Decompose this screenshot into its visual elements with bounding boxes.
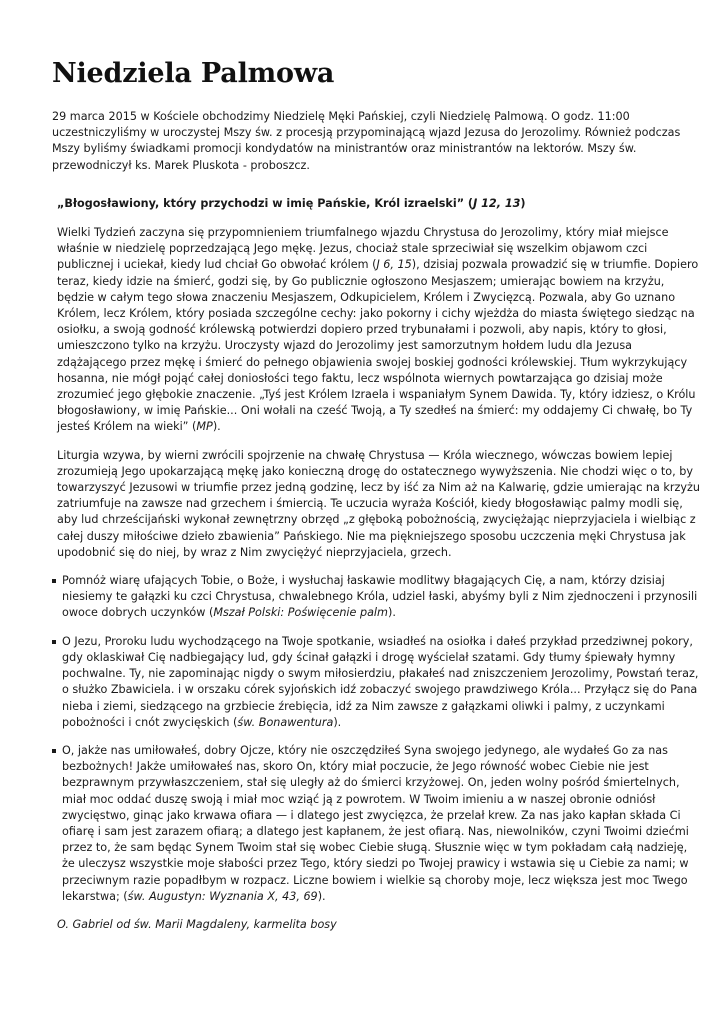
page-title: Niedziela Palmowa bbox=[52, 58, 335, 89]
list-item-text: O, jakże nas umiłowałeś, dobry Ojcze, który nie oszczędziłeś Syna swojego jedynego, ale wydałeś Go za nas bezbożnych! Jakże umiłowałeś nas, skoro On, który miał poczucie, że Jego równość wobec Ciebie nie jest bezprawnym przywłaszczeniem, stał się uległy aż do śmierci krzyżowej. On, jeden wolny pośród śmiertelnych, miał moc oddać duszę swoją i miał moc wziąć ją z powrotem. W Twoim imieniu a w naszej obronie odniósł zwycięstwo, ginąc jako krwawa ofiara — i dlatego jest zwycięzca, że przelał krew. Za nas jako kapłan składa Ci ofiarę i sam jest zarazem ofiarą; a dlatego jest kapłanem, że jest ofiarą. Nas, niewolników, czyni Twoimi dziećmi przez to, że sam będąc Synem Twoim stał się wobec Ciebie sługą. Słusznie więc w tym pokładam całą nadzieję, że uleczysz wszystkie moje słabości przez Tego, który siedzi po Twojej prawicy i wstawia się u Ciebie za nami; w przeciwnym razie popadłbym w rozpacz. Liczne bowiem i wielkie są choroby moje, lecz większa jest moc Twego lekarstwa; ( bbox=[62, 743, 689, 903]
paragraph-1-part-3: ). bbox=[212, 420, 221, 434]
list-item-source: Mszał Polski: Poświęcenie palm bbox=[213, 606, 388, 620]
list-item-source: św. Augustyn: Wyznania X, 43, 69 bbox=[127, 889, 318, 903]
paragraph-1-ref-1: J 6, 15 bbox=[376, 258, 412, 272]
list-item bbox=[52, 634, 700, 731]
paragraph-1-ref-2: MP bbox=[196, 420, 213, 434]
signature: O. Gabriel od św. Marii Magdaleny, karmelita bosy bbox=[57, 917, 337, 931]
heading-quote: „Błogosławiony, który przychodzi w imię Pańskie, Król izraelski” ( bbox=[57, 196, 474, 210]
heading-ref: J 12, 13 bbox=[473, 196, 521, 210]
list-item-text: O Jezu, Proroku ludu wychodzącego na Twoje spotkanie, wsiadłeś na osiołka i dałeś przykład przedziwnej pokory, gdy oklaskiwał Cię nadbiegający lud, gdy ścinał gałązki i drogę wyścielał szatami. Gdy tłumy śpiewały hymny pochwalne. Ty, nie zapominając nigdy o swym miłosierdziu, płakałeś nad zniszczeniem Jerozolimy, Powstań teraz, o służko Zbawiciela. i w orszaku córek syjońskich idź zobaczyć swojego prawdziwego Króla... Przyłącz się do Pana nieba i ziemi, siedzącego na grzbiecie źrebięcia, idź za Nim zawsze z gałązkami oliwki i palmy, z uczynkami pobożności i cnót zwycięskich ( bbox=[62, 634, 699, 729]
paragraph-2: Liturgia wzywa, by wierni zwrócili spojrzenie na chwałę Chrystusa — Króla wiecznego, wówczas bowiem lepiej zrozumieją Jego upokarzającą mękę jako konieczną drogę do ostatecznego wywyższenia. Nie chodzi więc o to, by towarzyszyć Jezusowi w triumfie przez jedną godzinę, lecz by iść za Nim aż na Kalwarię, gdzie umierając na krzyżu zatriumfuje na zawsze nad grzechem i śmiercią. Te uczucia wyraża Kościół, kiedy błogosławiąc palmy modli się, aby lud chrześcijański wykonał zewnętrzny obrzęd „z głęboką pobożnością, zwyciężając nieprzyjaciela i wielbiąc z całej duszy miłościwe dzieło zbawienia” Pańskiego. Nie ma piękniejszego sposobu uczczenia męki Chrystusa jak upodobnić się do niej, by wraz z Nim zwyciężyć nieprzyjaciela, grzech. bbox=[57, 448, 700, 559]
bullet-icon bbox=[52, 579, 56, 583]
prayer-list bbox=[52, 573, 700, 905]
list-item bbox=[52, 743, 700, 905]
list-item bbox=[52, 573, 700, 622]
list-item-end: ). bbox=[387, 606, 396, 620]
intro-paragraph: 29 marca 2015 w Kościele obchodzimy Niedzielę Męki Pańskiej, czyli Niedzielę Palmową. O godz. 11:00 uczestniczyliśmy w uroczystej Mszy św. z procesją przypominającą wjazd Jezusa do Jerozolimy. Również podczas Mszy byliśmy świadkami promocji kondydatów na ministrantów oraz ministrantów na lektorów. Mszy św. przewodniczył ks. Marek Pluskota - proboszcz. bbox=[52, 110, 681, 172]
heading-close: ) bbox=[520, 196, 526, 210]
paragraph-1-part-2: ), dzisiaj pozwala prowadzić się w triumfie. Dopiero teraz, kiedy idzie na śmierć, godzi się, by Go publicznie ogłoszono Mesjaszem; umierając bowiem na krzyżu, będzie w całym tego słowa znaczeniu Mesjaszem, Odkupicielem, Królem i Zwycięzcą. Pozwala, aby Go uznano Królem, lecz Królem, który posiada szczególne cechy: jako pokorny i cichy wjeżdża do miasta świętego siedząc na osiołku, a swoją godność królewską potwierdzi dopiero przed trybunałami i pozwoli, aby napis, który to głosi, umieszczono tylko na krzyżu. Uroczysty wjazd do Jerozolimy jest samorzutnym hołdem ludu dla Jezusa zdążającego przez mękę i śmierć do pełnego objawienia swojej boskiej godności królewskiej. Tłum wykrzykujący hosanna, nie mógł pojąć całej doniosłości tego faktu, lecz wspólnota wiernych powtarzająca go dzisiaj może zrozumieć jego głębokie znaczenie. „Tyś jest Królem Izraela i wspaniałym Synem Dawida. Ty, który idziesz, o Królu błogosławiony, w imię Pańskie... Oni wołali na cześć Twoją, a Ty szedłeś na śmierć: my oddajemy Ci chwałę, bo Ty jesteś Królem na wieki” ( bbox=[57, 258, 699, 434]
section-heading bbox=[57, 196, 700, 212]
bullet-icon bbox=[52, 749, 56, 753]
list-item-source: św. Bonawentura bbox=[237, 715, 334, 729]
list-item-end: ). bbox=[317, 889, 326, 903]
paragraph-1-part-1: Wielki Tydzień zaczyna się przypomnieniem triumfalnego wjazdu Chrystusa do Jerozolimy, który miał miejsce właśnie w niedzielę poprzedzającą Jego mękę. Jezus, chociaż stale sprzeciwiał się wszelkim objawom czci publicznej i uciekał, kiedy lud chciał Go obwołać królem ( bbox=[57, 226, 669, 272]
bullet-icon bbox=[52, 640, 56, 644]
paragraph-1 bbox=[57, 225, 700, 436]
list-item-end: ). bbox=[333, 715, 342, 729]
list-item-text: Pomnóż wiarę ufających Tobie, o Boże, i wysłuchaj łaskawie modlitwy błagających Cię, a nam, którzy dzisiaj niesiemy te gałązki ku czci Chrystusa, chwalebnego Króla, udziel łaski, abyśmy byli z Nim zjednoczeni i przynosili owoce dobrych uczynków ( bbox=[62, 574, 698, 620]
article bbox=[52, 52, 700, 933]
